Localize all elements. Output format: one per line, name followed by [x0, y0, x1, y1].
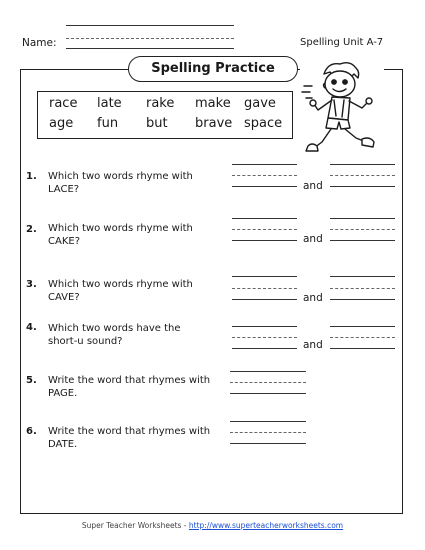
- question-text: [48, 278, 213, 304]
- answer-top-line: [330, 164, 395, 165]
- answer-top-line: [330, 276, 395, 277]
- answer-field[interactable]: [232, 240, 297, 241]
- answer-field[interactable]: [330, 186, 395, 187]
- answer-field[interactable]: [232, 186, 297, 187]
- question-line: Write the word that rhymes with: [48, 375, 211, 386]
- question-number: 6.: [26, 426, 37, 437]
- word-bank-word: fun: [97, 116, 119, 131]
- answer-field[interactable]: [330, 348, 395, 349]
- word-bank-word: rake: [146, 96, 175, 111]
- answer-top-line: [232, 276, 297, 277]
- and-label: and: [303, 233, 323, 245]
- question-line: Which two words rhyme with: [48, 171, 193, 182]
- answer-top-line: [232, 164, 297, 165]
- word-bank-word: gave: [244, 96, 276, 111]
- footer-separator: -: [181, 521, 189, 530]
- word-bank-word: late: [97, 96, 122, 111]
- answer-field[interactable]: [232, 299, 297, 300]
- word-bank-word: space: [244, 116, 283, 131]
- page-title: Spelling Practice: [128, 56, 298, 82]
- footer-brand: Super Teacher Worksheets: [81, 521, 182, 530]
- question-line: DATE.: [48, 439, 78, 450]
- unit-label: Spelling Unit A-7: [300, 37, 384, 48]
- question-line: LACE?: [48, 184, 80, 195]
- question-line: Write the word that rhymes with: [48, 426, 211, 437]
- question-line: Which two words rhyme with: [48, 223, 193, 234]
- and-label: and: [303, 180, 323, 192]
- answer-top-line: [230, 421, 306, 422]
- question-number: 5.: [26, 375, 37, 386]
- question-text: [48, 374, 213, 400]
- answer-field[interactable]: [230, 443, 306, 444]
- question-text: [48, 222, 213, 248]
- answer-top-line: [330, 218, 395, 219]
- question-text: [48, 170, 213, 196]
- answer-guide-line: [330, 229, 395, 230]
- answer-field[interactable]: [330, 299, 395, 300]
- answer-guide-line: [232, 337, 297, 338]
- word-bank-word: brave: [195, 116, 233, 131]
- name-field[interactable]: [66, 48, 234, 49]
- name-guide-line: [66, 38, 234, 39]
- footer: [0, 521, 425, 530]
- answer-top-line: [232, 218, 297, 219]
- answer-guide-line: [330, 175, 395, 176]
- word-bank-word: make: [195, 96, 231, 111]
- question-line: short-u sound?: [48, 336, 123, 347]
- question-text: [48, 425, 213, 451]
- question-number: 2.: [26, 224, 37, 235]
- answer-field[interactable]: [232, 348, 297, 349]
- question-number: 1.: [26, 171, 37, 182]
- answer-top-line: [330, 326, 395, 327]
- answer-top-line: [230, 371, 306, 372]
- word-bank-word: race: [49, 96, 78, 111]
- question-number: 4.: [26, 322, 37, 333]
- question-text: [48, 322, 213, 348]
- word-bank-word: age: [49, 116, 74, 131]
- answer-top-line: [232, 326, 297, 327]
- answer-field[interactable]: [230, 393, 306, 394]
- name-label: Name:: [22, 37, 57, 49]
- question-line: Which two words rhyme with: [48, 279, 193, 290]
- running-boy-icon: [300, 56, 384, 160]
- and-label: and: [303, 292, 323, 304]
- answer-guide-line: [230, 432, 306, 433]
- answer-guide-line: [330, 337, 395, 338]
- answer-field[interactable]: [330, 240, 395, 241]
- answer-guide-line: [230, 382, 306, 383]
- footer-link[interactable]: http://www.superteacherworksheets.com: [188, 521, 344, 530]
- question-line: CAVE?: [48, 292, 80, 303]
- question-number: 3.: [26, 279, 37, 290]
- question-line: PAGE.: [48, 388, 78, 399]
- question-line: Which two words have the: [48, 323, 181, 334]
- word-bank-word: but: [146, 116, 168, 131]
- question-line: CAKE?: [48, 236, 81, 247]
- answer-guide-line: [232, 175, 297, 176]
- name-top-line: [66, 25, 234, 26]
- answer-guide-line: [330, 288, 395, 289]
- answer-guide-line: [232, 229, 297, 230]
- answer-guide-line: [232, 288, 297, 289]
- and-label: and: [303, 339, 323, 351]
